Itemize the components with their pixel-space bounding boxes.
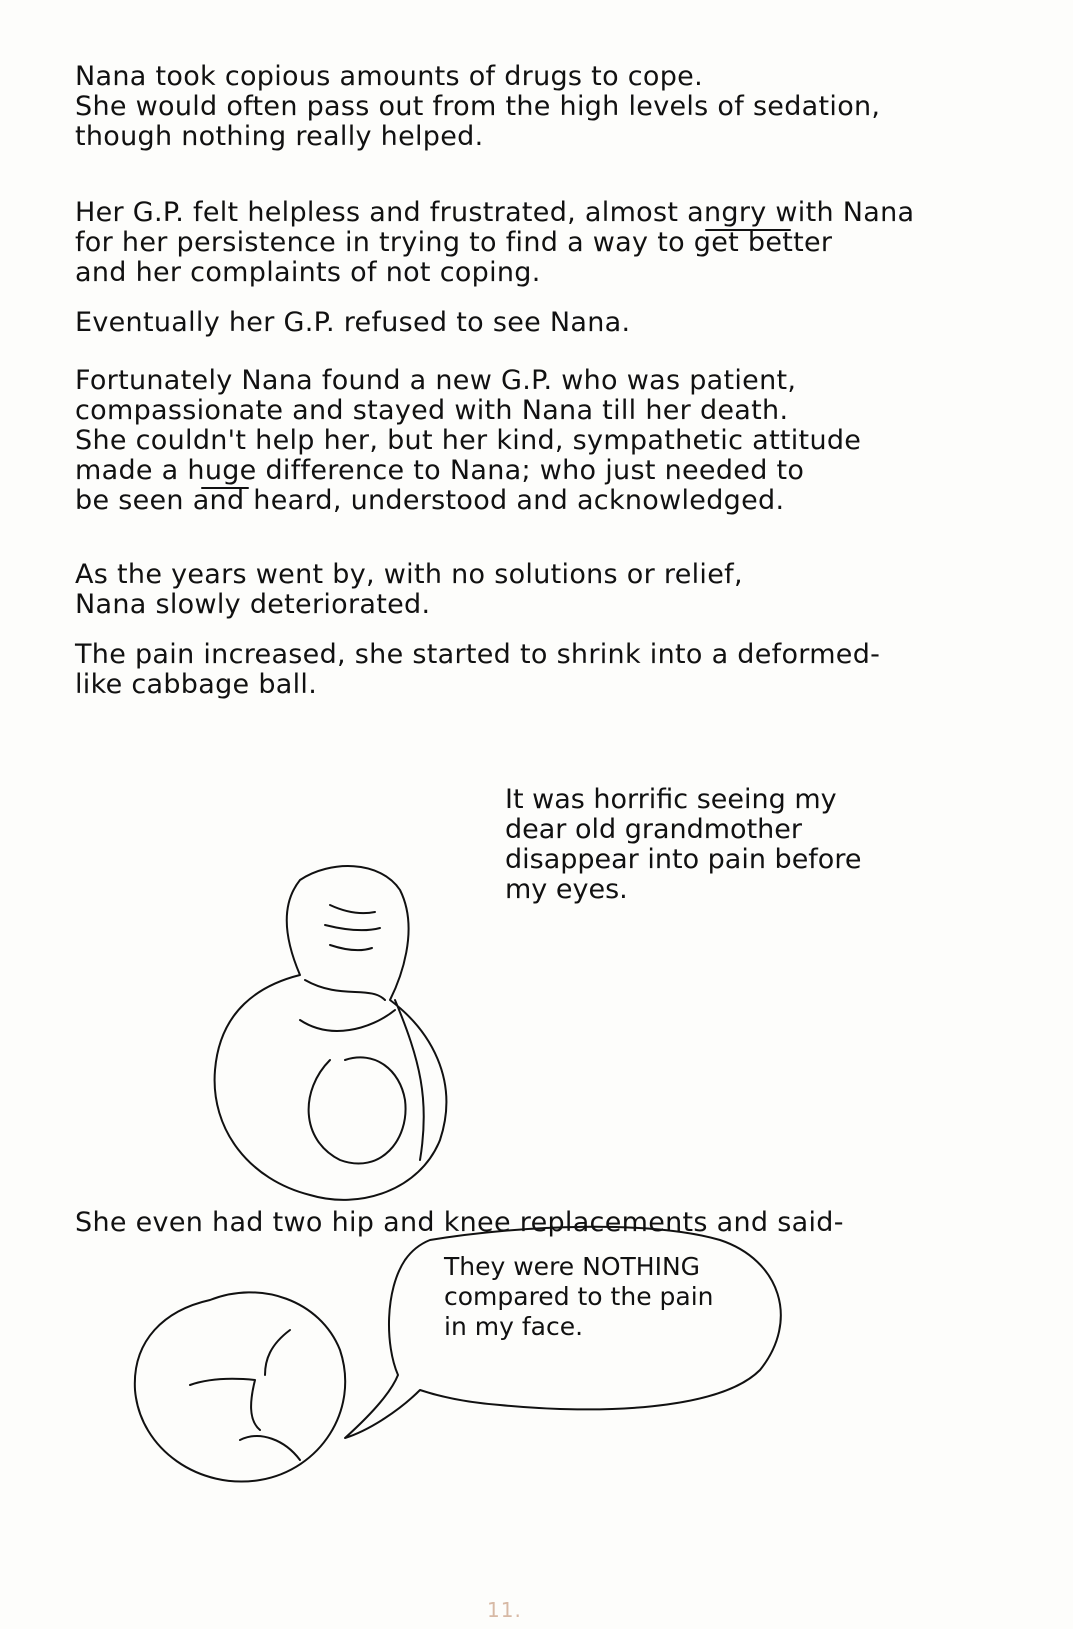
text-line: Nana took copious amounts of drugs to cope. [75,61,703,92]
text-line: She couldn't help her, but her kind, sympathetic attitude [75,425,862,456]
text-line: be seen and heard, understood and acknowledged. [75,485,785,516]
quote-line: disappear into pain before [505,844,862,875]
text-line: for her persistence in trying to find a way to get better [75,227,833,258]
text-line: like cabbage ball. [75,669,318,700]
text-line: Fortunately Nana found a new G.P. who was patient, [75,365,797,396]
text-line: Eventually her G.P. refused to see Nana. [75,307,631,338]
cabbage-ball-figure [215,866,447,1200]
text-line: made a huge difference to Nana; who just needed to [75,455,805,486]
quote-line: It was horrific seeing my [505,784,837,815]
text-line: Nana slowly deteriorated. [75,589,431,620]
text-line: compassionate and stayed with Nana till her death. [75,395,789,426]
text-line: She would often pass out from the high levels of sedation, [75,91,881,122]
quote-line: dear old grandmother [505,814,802,845]
text-line: Her G.P. felt helpless and frustrated, almost angry with Nana [75,197,915,228]
caption-line: She even had two hip and knee replacements and said- [75,1207,844,1238]
text-line: though nothing really helped. [75,121,484,152]
page-number: 11. [487,1598,522,1622]
face-circle [135,1292,345,1481]
bubble-line: compared to the pain [444,1282,714,1311]
quote-line: my eyes. [505,874,628,905]
bubble-line: They were NOTHING [444,1252,701,1281]
speech-bubble-text [444,1252,774,1342]
text-line: As the years went by, with no solutions or relief, [75,559,743,590]
text-line: The pain increased, she started to shrink into a deformed- [75,639,881,670]
text-line: and her complaints of not coping. [75,257,541,288]
bubble-line: in my face. [444,1312,584,1341]
